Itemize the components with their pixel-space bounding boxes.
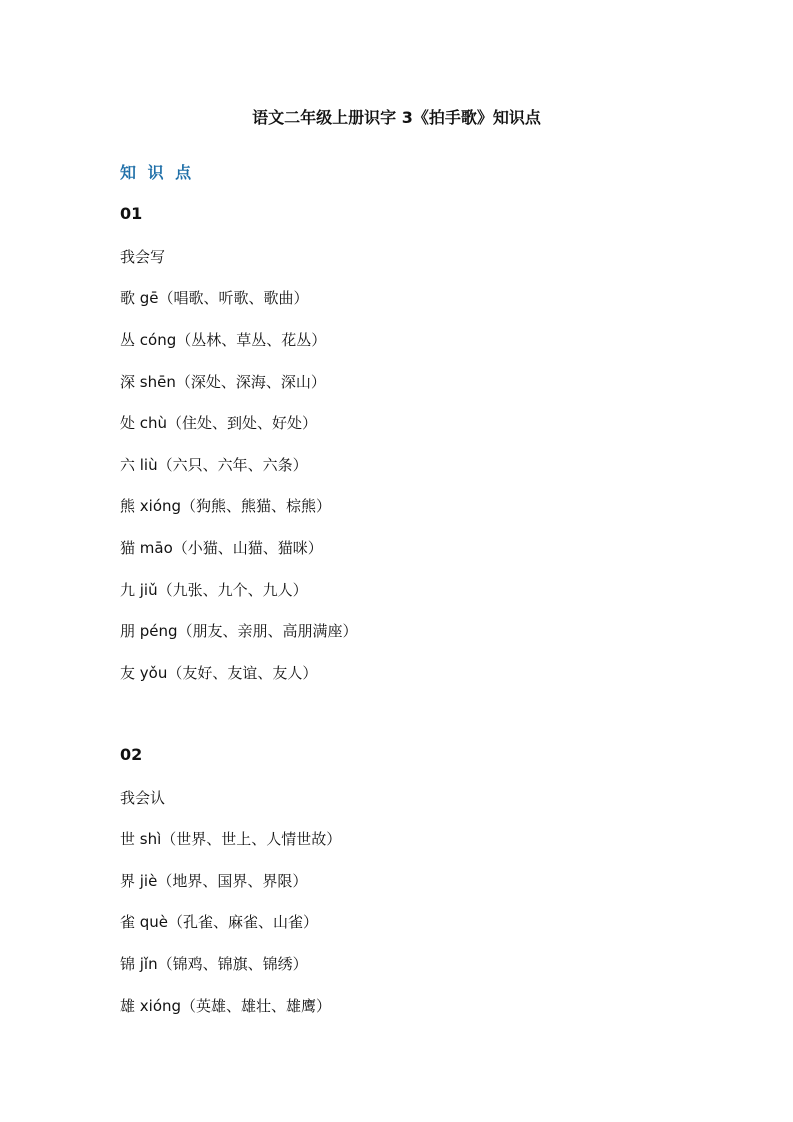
section-label: 我会写 — [120, 248, 166, 266]
page-title: 语文二年级上册识字 3《拍手歌》知识点 — [252, 108, 541, 127]
vocab-item: 歌 gē（唱歌、听歌、歌曲） — [120, 289, 309, 307]
vocab-item: 界 jiè（地界、国界、界限） — [120, 872, 308, 890]
vocab-item: 锦 jǐn（锦鸡、锦旗、锦绣） — [120, 955, 308, 973]
vocab-item: 世 shì（世界、世上、人情世故） — [120, 830, 342, 848]
vocab-item: 雀 què（孔雀、麻雀、山雀） — [120, 913, 319, 931]
vocab-item: 熊 xióng（狗熊、熊猫、棕熊） — [120, 497, 332, 515]
vocab-item: 雄 xióng（英雄、雄壮、雄鹰） — [120, 997, 332, 1015]
vocab-item: 九 jiǔ（九张、九个、九人） — [120, 581, 308, 599]
vocab-item: 处 chù（住处、到处、好处） — [120, 414, 318, 432]
section-number: 01 — [120, 204, 143, 223]
section-label: 我会认 — [120, 789, 166, 807]
vocab-item: 丛 cóng（丛林、草丛、花丛） — [120, 331, 327, 349]
section-number: 02 — [120, 745, 143, 764]
section-heading: 知 识 点 — [120, 163, 195, 182]
vocab-item: 朋 péng（朋友、亲朋、高朋满座） — [120, 622, 358, 640]
vocab-item: 猫 māo（小猫、山猫、猫咪） — [120, 539, 323, 557]
vocab-item: 友 yǒu（友好、友谊、友人） — [120, 664, 318, 682]
vocab-item: 深 shēn（深处、深海、深山） — [120, 373, 326, 391]
vocab-item: 六 liù（六只、六年、六条） — [120, 456, 308, 474]
